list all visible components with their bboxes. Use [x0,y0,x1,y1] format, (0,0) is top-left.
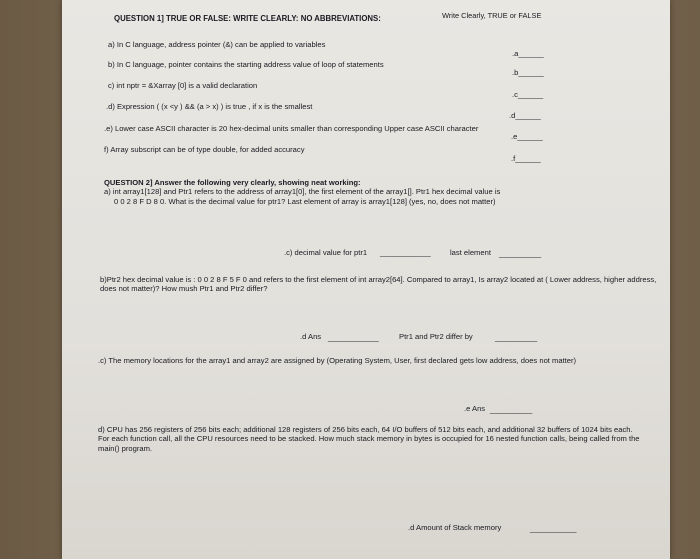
q2-d-ans-blank: ____________ [328,333,379,342]
q1-item-b: b) In C language, pointer contains the starting address value of loop of statements [108,60,384,69]
q2-e-ans-blank: __________ [490,405,533,414]
q2-part-d-text: d) CPU has 256 registers of 256 bits each; additional 128 registers of 256 bits each, 64 I/O buffers of 512 bits each, and additional 32 buffers of 1024 bits each. For each function call, all the CPU resources need to be stacked. How much stack memory in bytes is occupied for 16 nested function calls, being called from the main() program. [98,425,640,453]
q1-answer-d: .d______ [509,111,541,120]
q2-part-c-text: .c) The memory locations for the array1 and array2 are assigned by (Operating System, User, first declared gets low address, does not matter) [98,356,577,365]
q1-note: Write Clearly, TRUE or FALSE [442,11,542,20]
q2-stack-memory-blank: ___________ [530,524,577,533]
q1-item-d: .d) Expression ( (x <y ) && (a > x) ) is true , if x is the smallest [106,102,313,111]
q2-e-ans-label: .e Ans [464,404,486,413]
q2-title: QUESTION 2] Answer the following very clearly, showing neat working: [104,178,361,187]
q2-d-ans-label: .d Ans [300,332,322,341]
q1-item-a: a) In C language, address pointer (&) can be applied to variables [108,40,326,49]
q2-c-last-label: last element [450,248,491,257]
exam-sheet [62,0,670,559]
q2-c-decimal-label: .c) decimal value for ptr1 [284,248,368,257]
q2-c-last-blank: __________ [499,249,542,258]
q1-answer-c: .c______ [512,90,544,99]
q2-differ-label: Ptr1 and Ptr2 differ by [399,332,473,341]
q1-answer-e: .e______ [511,132,543,141]
q2-stack-memory-label: .d Amount of Stack memory [408,523,502,532]
q1-item-e: .e) Lower case ASCII character is 20 hex-decimal units smaller than corresponding Upper case ASCII character [104,124,479,133]
q2-part-a-line2: 0 0 2 8 F D 8 0. What is the decimal value for ptr1? Last element of array is array1[128] (yes, no, does not matter) [114,197,496,206]
q1-item-f: f) Array subscript can be of type double, for added accuracy [104,145,305,154]
q2-differ-blank: __________ [495,333,538,342]
q1-answer-a: .a______ [512,49,544,58]
q1-answer-f: .f______ [511,154,541,163]
q2-c-decimal-blank: ____________ [380,248,431,257]
q1-answer-b: .b______ [512,68,544,77]
q1-title: QUESTION 1] TRUE OR FALSE: WRITE CLEARLY: NO ABBREVIATIONS: [114,14,381,23]
q2-part-b-text: b)Ptr2 hex decimal value is : 0 0 2 8 F 5 F 0 and refers to the first element of int array2[64]. Compared to array1, Is array2 located at ( Lower address, higher address, does not matter)? How mush Ptr1 and Ptr2 differ? [100,275,657,294]
q1-item-c: c) int nptr = &Xarray [0] is a valid declaration [108,81,258,90]
q2-part-a-line1: a) int array1[128] and Ptr1 refers to the address of array1[0], the first element of the array1[]. Ptr1 hex decimal value is [104,187,501,196]
